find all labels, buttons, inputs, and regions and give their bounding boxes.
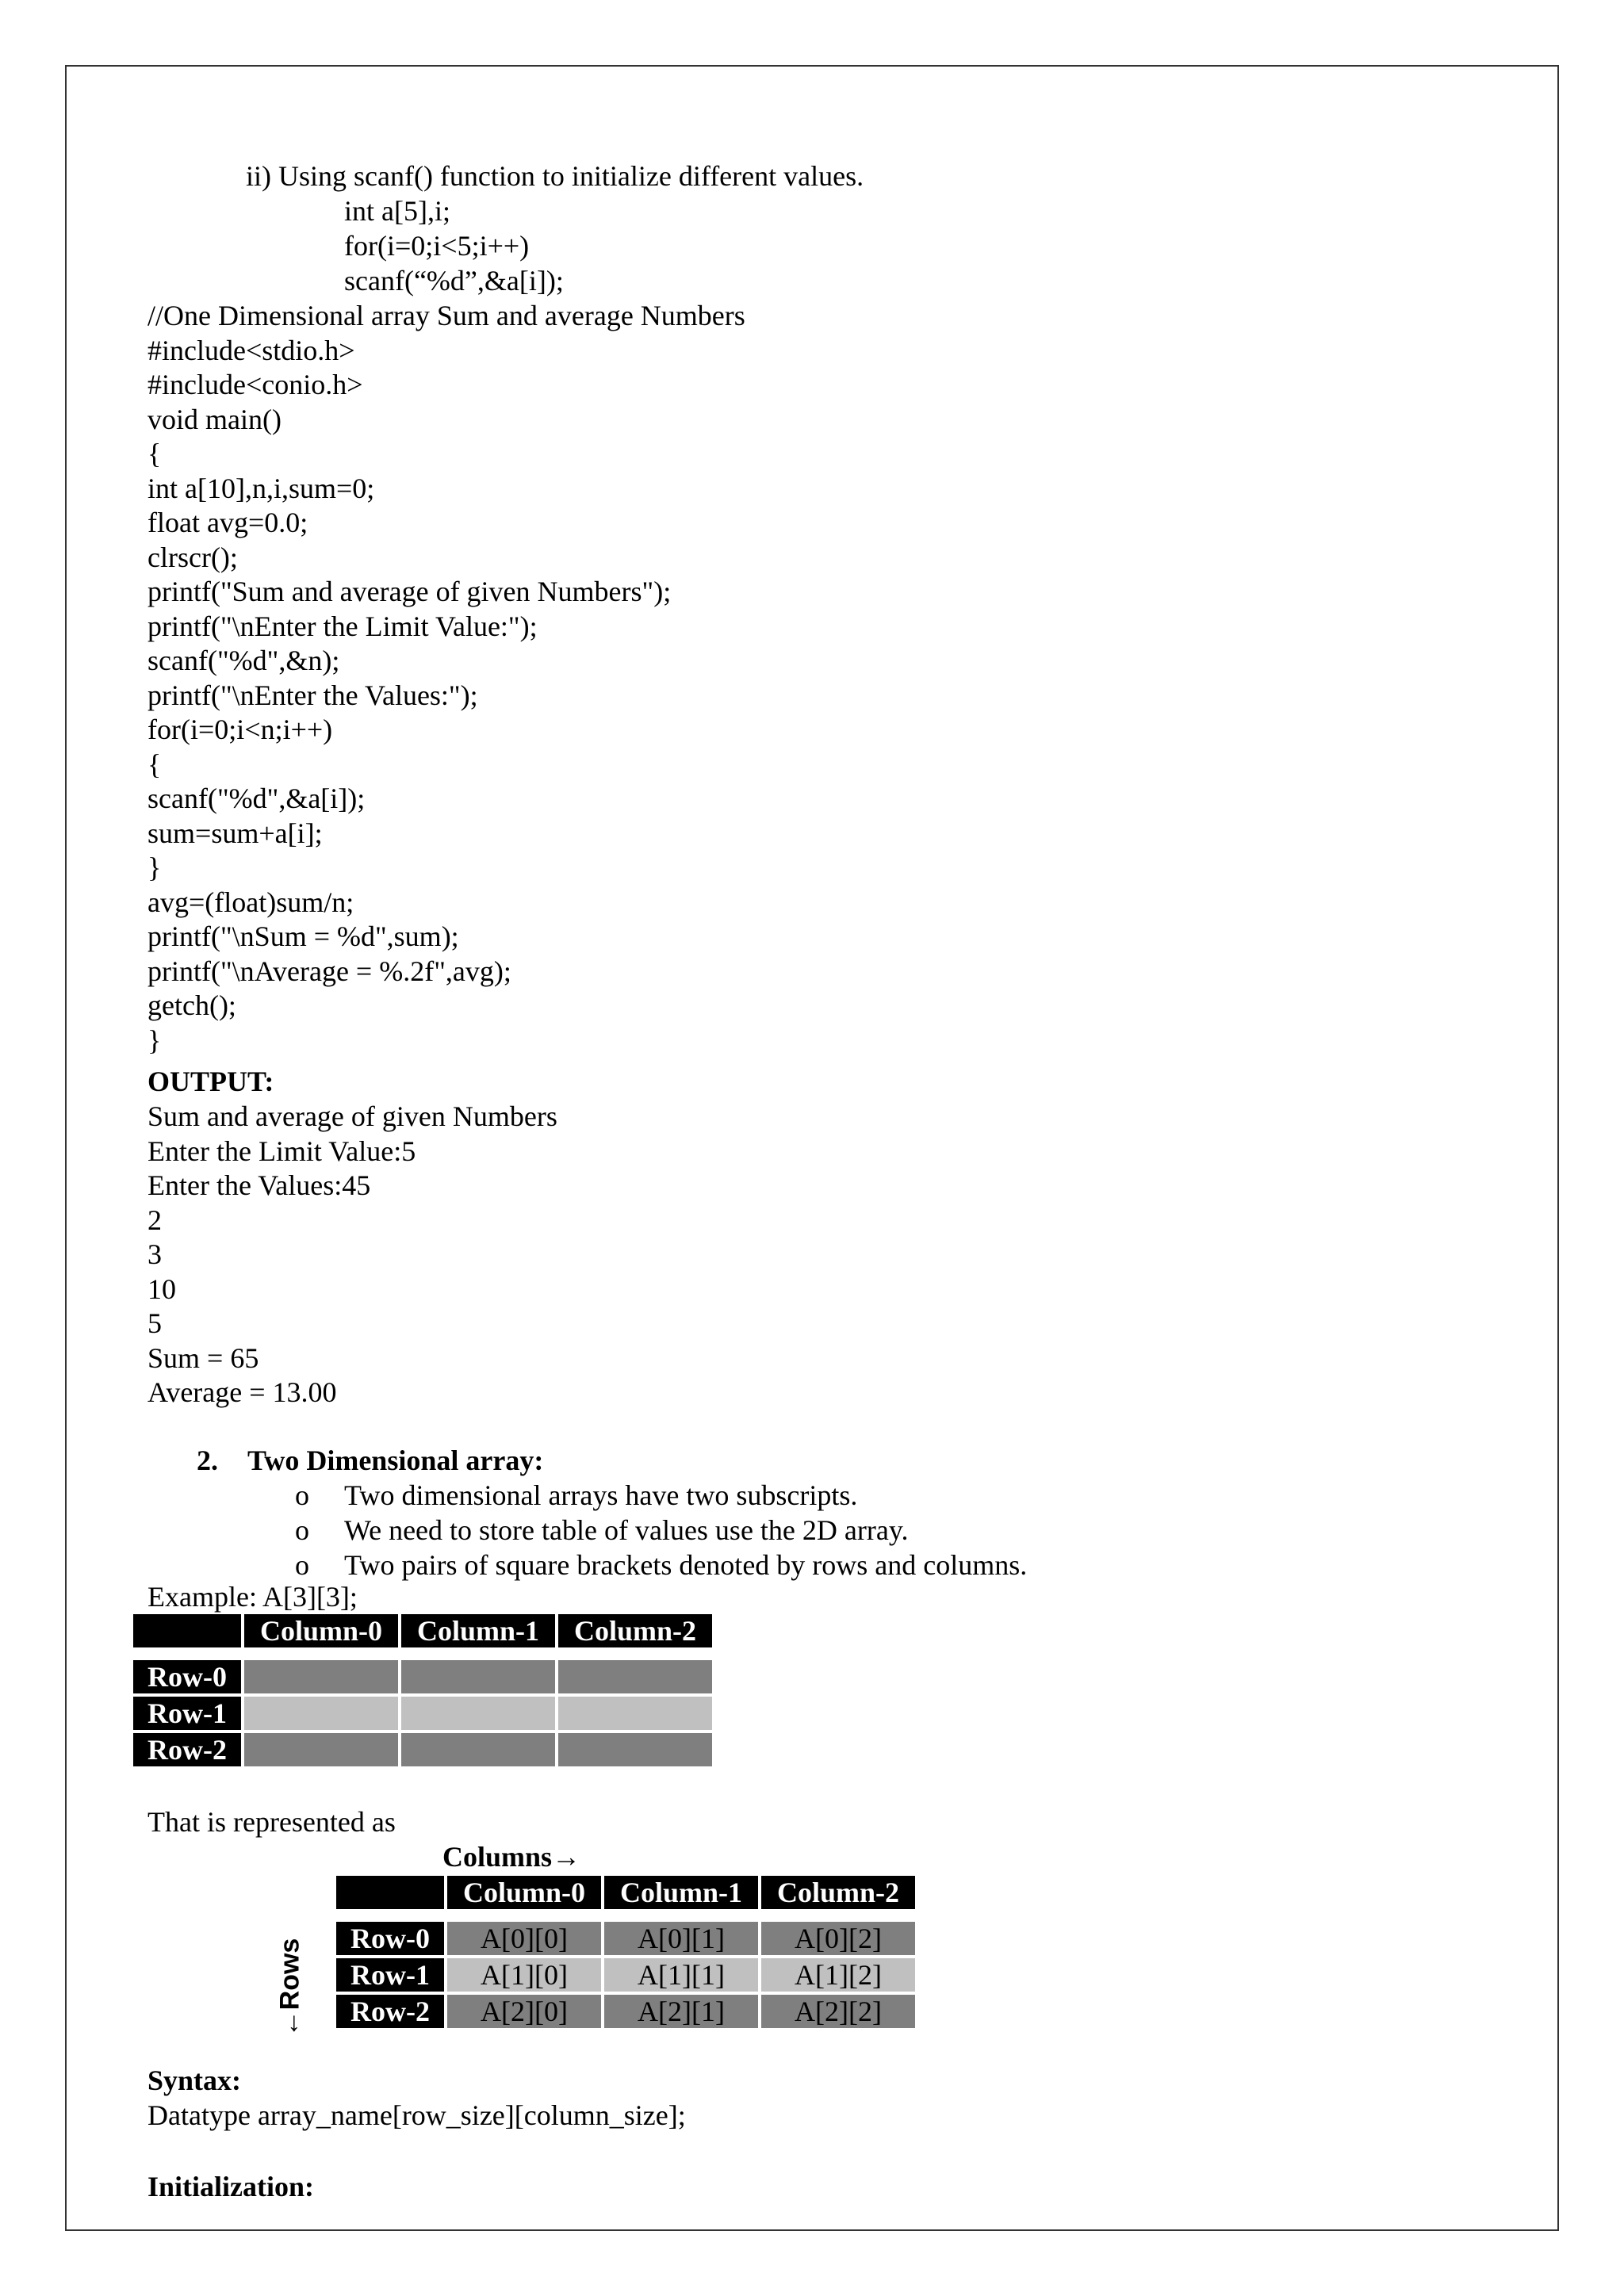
bullet-marker: o	[295, 1479, 309, 1511]
corner-cell	[133, 1614, 241, 1647]
spacer	[133, 1651, 712, 1657]
output-line: Enter the Values:45	[147, 1169, 371, 1201]
rows-axis-label: ←Rows	[274, 1938, 305, 2038]
row-header: Row-2	[336, 1995, 444, 2028]
code-line: //One Dimensional array Sum and average Numbers	[147, 300, 745, 331]
output-line: Average = 13.00	[147, 1376, 337, 1408]
code-line: printf("Sum and average of given Numbers");	[147, 576, 672, 607]
init-code-line: for(i=0;i<5;i++)	[344, 230, 530, 262]
grid-cell	[558, 1697, 712, 1730]
row-header: Row-0	[133, 1660, 241, 1693]
bullet-marker: o	[295, 1514, 309, 1546]
grid-cell: A[1][1]	[604, 1958, 758, 1992]
code-line: scanf("%d",&a[i]);	[147, 783, 366, 814]
code-line: avg=(float)sum/n;	[147, 886, 354, 918]
grid-cell	[558, 1733, 712, 1766]
code-line: }	[147, 1024, 162, 1056]
output-line: Sum = 65	[147, 1341, 259, 1374]
column-header: Column-1	[604, 1876, 758, 1909]
grid-cell	[244, 1733, 398, 1766]
code-line: {	[147, 438, 162, 469]
bullet-marker: o	[295, 1549, 309, 1581]
grid-cell	[244, 1660, 398, 1693]
corner-cell	[336, 1876, 444, 1909]
bullet-text: Two dimensional arrays have two subscripts.	[344, 1479, 858, 1511]
syntax-heading: Syntax:	[147, 2064, 242, 2096]
grid-cell: A[2][2]	[761, 1995, 915, 2028]
grid-cell	[244, 1697, 398, 1730]
code-line: printf("\nAverage = %.2f",avg);	[147, 955, 511, 987]
code-line: #include<stdio.h>	[147, 334, 355, 366]
row-header: Row-0	[336, 1922, 444, 1955]
output-line: 10	[147, 1272, 176, 1305]
array-index-table	[333, 1873, 918, 2031]
grid-cell: A[0][0]	[447, 1922, 601, 1955]
row-header: Row-2	[133, 1733, 241, 1766]
code-line: int a[10],n,i,sum=0;	[147, 472, 375, 504]
init-heading: ii) Using scanf() function to initialize different values.	[246, 160, 864, 192]
code-line: #include<conio.h>	[147, 369, 363, 400]
init-code-line: scanf(“%d”,&a[i]);	[344, 265, 564, 297]
code-line: printf("\nEnter the Values:");	[147, 679, 478, 711]
grid-cell	[401, 1733, 555, 1766]
code-line: }	[147, 851, 162, 883]
column-header: Column-1	[401, 1614, 555, 1647]
section-title: Two Dimensional array:	[247, 1445, 544, 1476]
code-line: float avg=0.0;	[147, 507, 308, 538]
columns-axis-label: Columns→	[442, 1841, 581, 1873]
output-line: Enter the Limit Value:5	[147, 1135, 416, 1167]
row-header: Row-1	[336, 1958, 444, 1992]
example-label: Example: A[3][3];	[147, 1581, 358, 1613]
grid-cell	[401, 1660, 555, 1693]
grid-cell: A[2][1]	[604, 1995, 758, 2028]
output-line: 3	[147, 1238, 162, 1270]
output-line: 5	[147, 1307, 162, 1339]
column-header: Column-2	[761, 1876, 915, 1909]
output-line: 2	[147, 1203, 162, 1236]
array-grid-table	[130, 1611, 715, 1770]
grid-cell	[401, 1697, 555, 1730]
code-line: clrscr();	[147, 541, 238, 573]
grid-cell: A[1][2]	[761, 1958, 915, 1992]
bullet-text: Two pairs of square brackets denoted by rows and columns.	[344, 1549, 1028, 1581]
grid-cell: A[2][0]	[447, 1995, 601, 2028]
grid-cell: A[1][0]	[447, 1958, 601, 1992]
code-line: {	[147, 748, 162, 780]
code-line: void main()	[147, 403, 282, 435]
code-line: for(i=0;i<n;i++)	[147, 714, 333, 745]
represented-label: That is represented as	[147, 1806, 396, 1838]
initialization-heading: Initialization:	[147, 2171, 315, 2202]
column-header: Column-0	[447, 1876, 601, 1909]
code-line: printf("\nEnter the Limit Value:");	[147, 610, 538, 642]
code-line: sum=sum+a[i];	[147, 817, 323, 849]
output-line: Sum and average of given Numbers	[147, 1100, 557, 1132]
output-heading: OUTPUT:	[147, 1066, 274, 1097]
spacer	[336, 1912, 915, 1919]
section-number: 2.	[197, 1445, 218, 1476]
code-line: getch();	[147, 989, 236, 1021]
syntax-line: Datatype array_name[row_size][column_size];	[147, 2099, 686, 2131]
column-header: Column-0	[244, 1614, 398, 1647]
grid-cell: A[0][1]	[604, 1922, 758, 1955]
column-header: Column-2	[558, 1614, 712, 1647]
row-header: Row-1	[133, 1697, 241, 1730]
bullet-text: We need to store table of values use the 2D array.	[344, 1514, 909, 1546]
init-code-line: int a[5],i;	[344, 195, 450, 227]
grid-cell	[558, 1660, 712, 1693]
code-line: scanf("%d",&n);	[147, 645, 340, 676]
code-line: printf("\nSum = %d",sum);	[147, 920, 459, 952]
grid-cell: A[0][2]	[761, 1922, 915, 1955]
